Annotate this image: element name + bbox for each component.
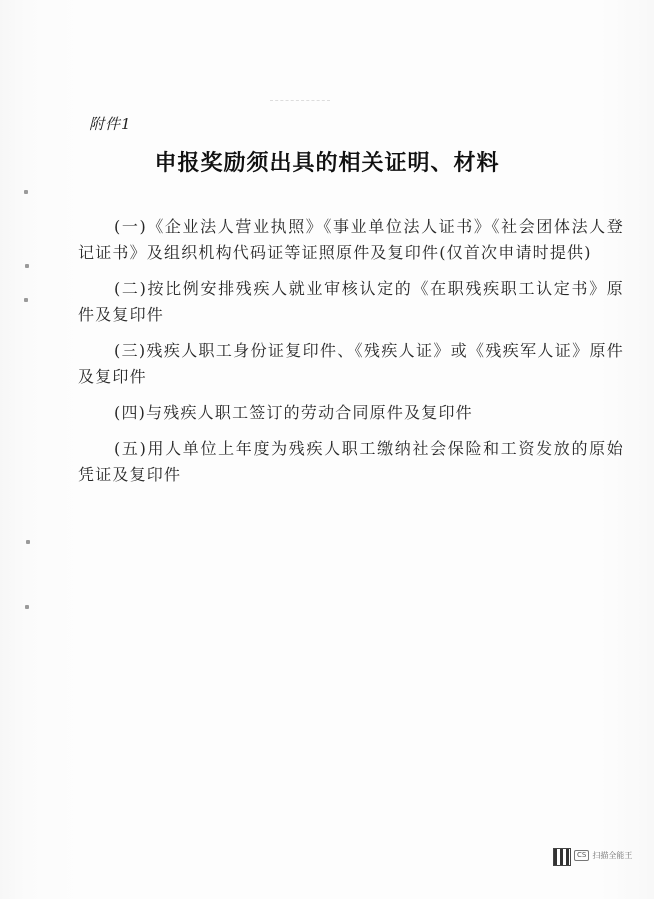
attachment-label: 附件1: [89, 115, 132, 133]
list-item: (五)用人单位上年度为残疾人职工缴纳社会保险和工资发放的原始凭证及复印件: [78, 439, 624, 484]
list-item: (四)与残疾人职工签订的劳动合同原件及复印件: [114, 403, 473, 422]
scan-artifact: [270, 100, 330, 103]
qr-code-icon: [553, 848, 571, 866]
list-item: (二)按比例安排残疾人就业审核认定的《在职残疾职工认定书》原件及复印件: [78, 279, 624, 324]
document-title: 申报奖励须出具的相关证明、材料: [154, 150, 500, 176]
document-body: [78, 214, 624, 498]
list-item: (三)残疾人职工身份证复印件、《残疾人证》或《残疾军人证》原件及复印件: [78, 341, 624, 386]
watermark-text: 扫描全能王: [592, 851, 633, 860]
watermark-badge: CS: [574, 850, 589, 861]
scanner-watermark: [574, 850, 632, 861]
list-item: (一)《企业法人营业执照》《事业单位法人证书》《社会团体法人登记证书》及组织机构代码证等证照原件及复印件(仅首次申请时提供): [78, 217, 624, 262]
